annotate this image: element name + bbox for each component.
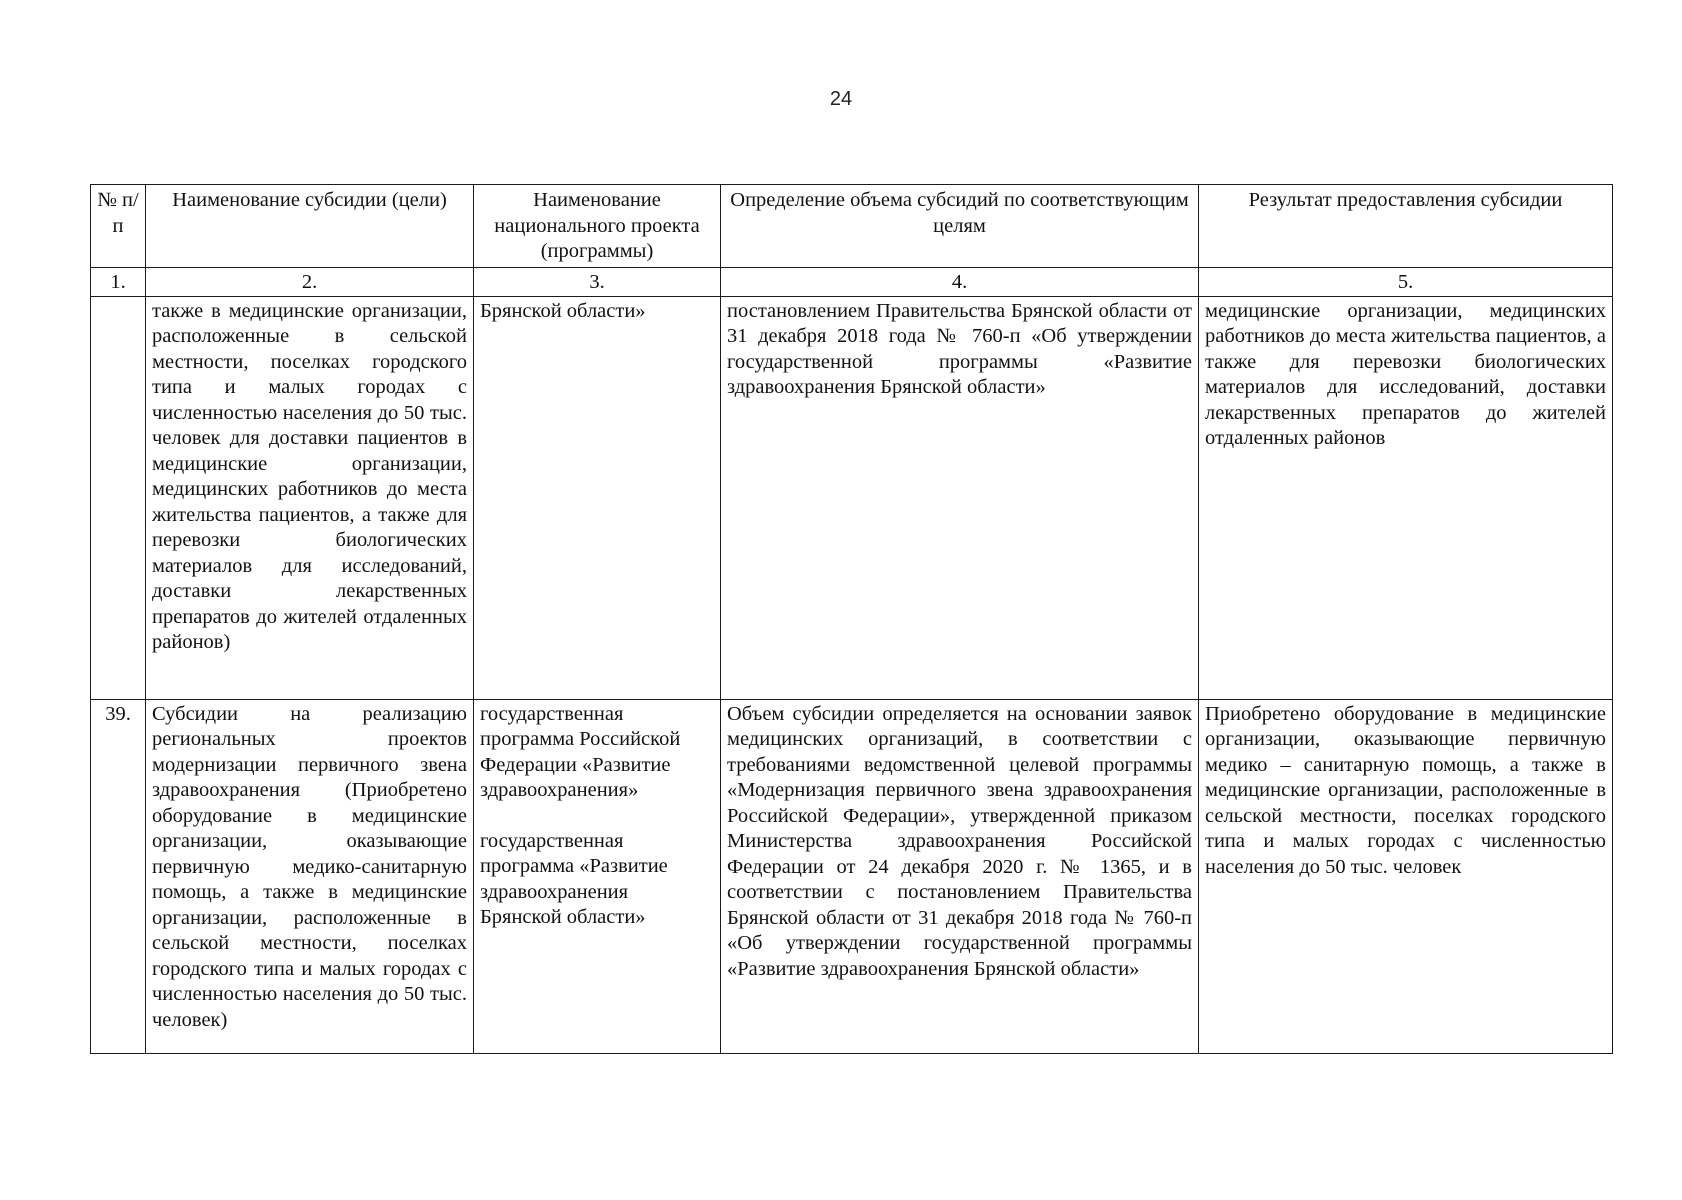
header-result: Результат предоставления субсидии <box>1199 185 1613 268</box>
column-number: 5. <box>1199 267 1613 296</box>
subsidy-name-cell: Субсидии на реализацию региональных проектов модернизации первичного звена здравоохранения (Приобретено оборудование в медицинские организации, оказывающие первичную медико-санитарную помощь, а также в медицинские организации, расположенные в сельской местности, поселках городского типа и малых городах с численностью населения до 50 тыс. человек) <box>146 699 474 1054</box>
national-project-cell <box>474 296 721 699</box>
national-project-cell <box>474 699 721 1054</box>
subsidy-table <box>90 184 1613 1054</box>
header-number: № п/п <box>91 185 146 268</box>
national-project-text: Брянской области» <box>480 299 646 322</box>
result-cell: Приобретено оборудование в медицинские организации, оказывающие первичную медико – санитарную помощь, а также в медицинские организации, расположенные в сельской местности, поселках городского типа и малых городах с численностью населения до 50 тыс. человек <box>1199 699 1613 1054</box>
header-national-project: Наименование национального проекта (программы) <box>474 185 721 268</box>
column-number: 4. <box>721 267 1199 296</box>
row-number: 39. <box>91 699 146 1054</box>
column-number: 2. <box>146 267 474 296</box>
header-volume-definition: Определение объема субсидий по соответствующим целям <box>721 185 1199 268</box>
volume-definition-cell: Объем субсидии определяется на основании заявок медицинских организаций, в соответствии с требованиями ведомственной целевой программы «Модернизация первичного звена здравоохранения Российской Федерации», утвержденной приказом Министерства здравоохранения Российской Федерации от 24 декабря 2020 г. № 1365, и в соответствии с постановлением Правительства Брянской области от 31 декабря 2018 года № 760-п «Об утверждении государственной программы «Развитие здравоохранения Брянской области» <box>721 699 1199 1054</box>
page-number: 24 <box>829 88 853 110</box>
volume-definition-cell: постановлением Правительства Брянской области от 31 декабря 2018 года № 760-п «Об утверждении государственной программы «Развитие здравоохранения Брянской области» <box>721 296 1199 699</box>
table-row <box>91 296 1613 699</box>
subsidy-name-cell: также в медицинские организации, расположенные в сельской местности, поселках городского типа и малых городах с численностью населения до 50 тыс. человек для доставки пациентов в медицинские организации, медицинских работников до места жительства пациентов, а также для перевозки биологических материалов для исследований, доставки лекарственных препаратов до жителей отдаленных районов) <box>146 296 474 699</box>
national-project-text: государственная программа Российской Федерации «Развитие здравоохранения» <box>480 702 681 801</box>
column-number: 3. <box>474 267 721 296</box>
header-row <box>91 185 1613 268</box>
table-row <box>91 699 1613 1054</box>
row-number <box>91 296 146 699</box>
result-cell: медицинские организации, медицинских работников до места жительства пациентов, а также для перевозки биологических материалов для исследований, доставки лекарственных препаратов до жителей отдаленных районов <box>1199 296 1613 699</box>
regional-program-text: государственная программа «Развитие здравоохранения Брянской области» <box>480 829 668 928</box>
column-number-row <box>91 267 1613 296</box>
column-number: 1. <box>91 267 146 296</box>
header-subsidy-name: Наименование субсидии (цели) <box>146 185 474 268</box>
